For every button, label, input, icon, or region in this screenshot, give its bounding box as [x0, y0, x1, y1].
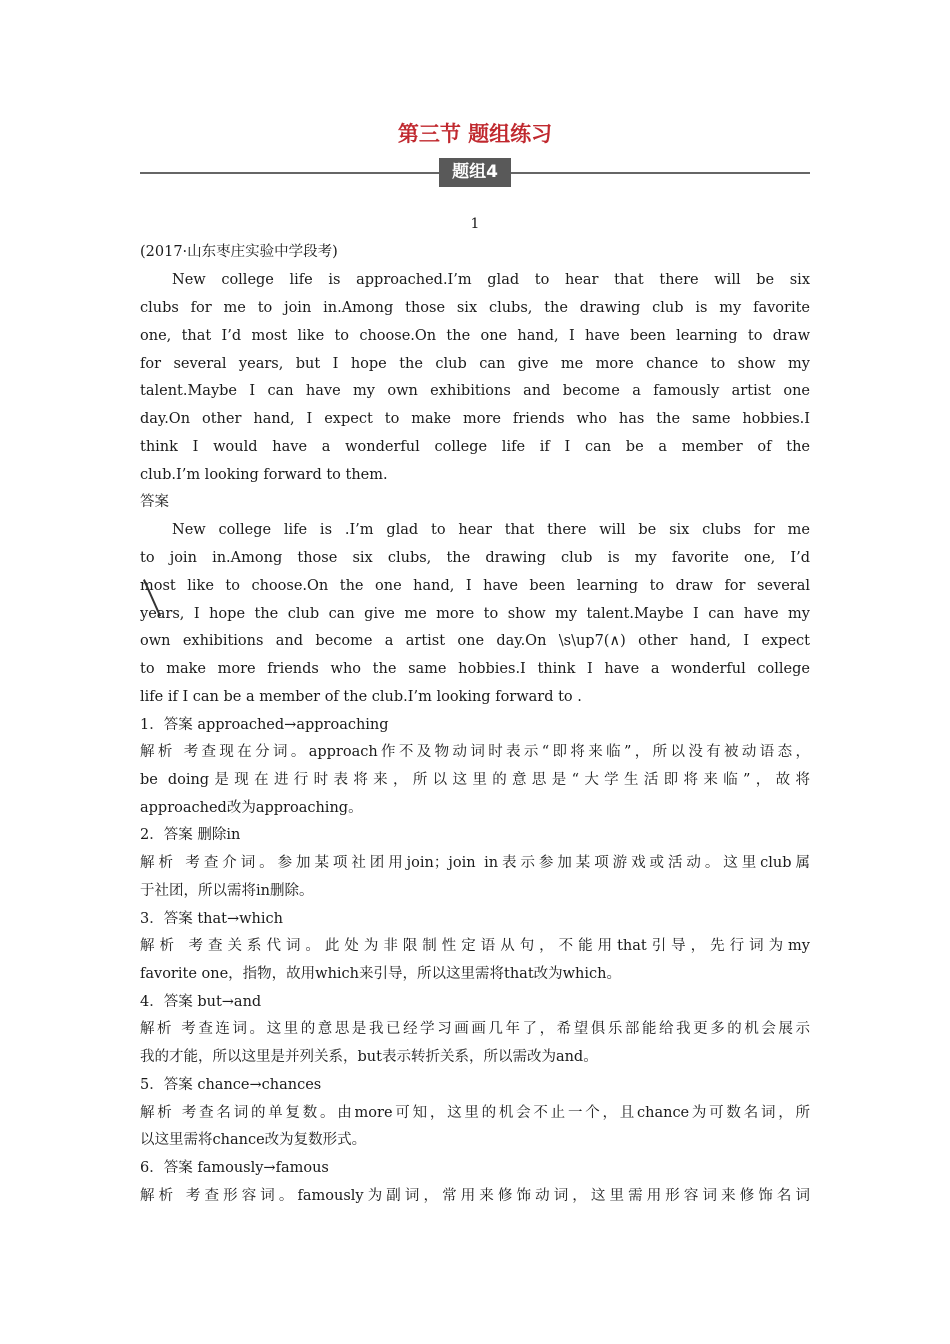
- explanation-line: 解析 考查现在分词。approach作不及物动词时表示“即将来临”，所以没有被动语态，: [140, 744, 810, 760]
- answer-item: 6．答案 famously→famous: [140, 1160, 329, 1176]
- explanation-line: 我的才能，所以这里是并列关系，but表示转折关系，所以需改为and。: [140, 1049, 598, 1065]
- answer-line: life if I can be a member of the club.I’m looking forward to .: [140, 689, 582, 705]
- answer-line: years, I hope the club can give me more to show my talent.Maybe I can have my: [140, 606, 810, 622]
- answer-line: most like to choose.On the one hand, I have been learning to draw for several: [140, 578, 810, 594]
- passage-line: think I would have a wonderful college life if I can be a member of the: [140, 439, 810, 455]
- explanation-line: approached改为approaching。: [140, 800, 363, 816]
- explanation-line: favorite one，指物，故用which来引导，所以这里需将that改为which。: [140, 966, 621, 982]
- explanation-line: 解析 考查形容词。famously为副词，常用来修饰动词，这里需用形容词来修饰名词: [140, 1188, 810, 1204]
- answer-item: 5．答案 chance→chances: [140, 1077, 322, 1093]
- passage-line: clubs for me to join in.Among those six clubs, the drawing club is my favorite: [140, 300, 810, 316]
- answer-line: New college life is .I’m glad to hear that there will be six clubs for me: [172, 522, 810, 538]
- passage-line: one, that I’d most like to choose.On the one hand, I have been learning to draw: [140, 328, 810, 344]
- section-title: 第三节 题组练习: [397, 122, 553, 146]
- group-badge: 题组4: [439, 158, 511, 187]
- answer-item: 2．答案 删除in: [140, 827, 241, 843]
- explanation-line: 解析 考查关系代词。此处为非限制性定语从句，不能用that引导，先行词为my: [140, 938, 810, 954]
- passage-line: day.On other hand, I expect to make more friends who has the same hobbies.I: [140, 411, 810, 427]
- explanation-line: 于社团，所以需将in删除。: [140, 883, 314, 899]
- source-line: (2017·山东枣庄实验中学段考): [140, 244, 338, 260]
- passage-line: for several years, but I hope the club can give me more chance to show my: [140, 356, 810, 372]
- header-rule-left: [140, 172, 440, 174]
- explanation-line: 解析 考查名词的单复数。由more可知，这里的机会不止一个，且chance为可数名词，所: [140, 1105, 810, 1121]
- answer-label: 答案: [140, 494, 169, 510]
- passage-line: New college life is approached.I’m glad to hear that there will be six: [172, 272, 810, 288]
- answer-item: 3．答案 that→which: [140, 911, 283, 927]
- answer-item: 1．答案 approached→approaching: [140, 717, 389, 733]
- header-rule-right: [510, 172, 810, 174]
- explanation-line: 解析 考查介词。参加某项社团用join；join in表示参加某项游戏或活动。这里club属: [140, 855, 810, 871]
- question-number: 1: [470, 216, 480, 232]
- answer-line: to make more friends who the same hobbies.I think I have a wonderful college: [140, 661, 810, 677]
- explanation-line: 解析 考查连词。这里的意思是我已经学习画画几年了，希望俱乐部能给我更多的机会展示: [140, 1021, 810, 1037]
- explanation-line: 以这里需将chance改为复数形式。: [140, 1132, 367, 1148]
- explanation-line: be doing是现在进行时表将来，所以这里的意思是“大学生活即将来临”，故将: [140, 772, 810, 788]
- passage-line: club.I’m looking forward to them.: [140, 467, 388, 483]
- answer-line: own exhibitions and become a artist one day.On \s\up7(∧) other hand, I expect: [140, 633, 810, 649]
- passage-line: talent.Maybe I can have my own exhibitions and become a famously artist one: [140, 383, 810, 399]
- answer-line: to join in.Among those six clubs, the drawing club is my favorite one, I’d: [140, 550, 810, 566]
- answer-item: 4．答案 but→and: [140, 994, 262, 1010]
